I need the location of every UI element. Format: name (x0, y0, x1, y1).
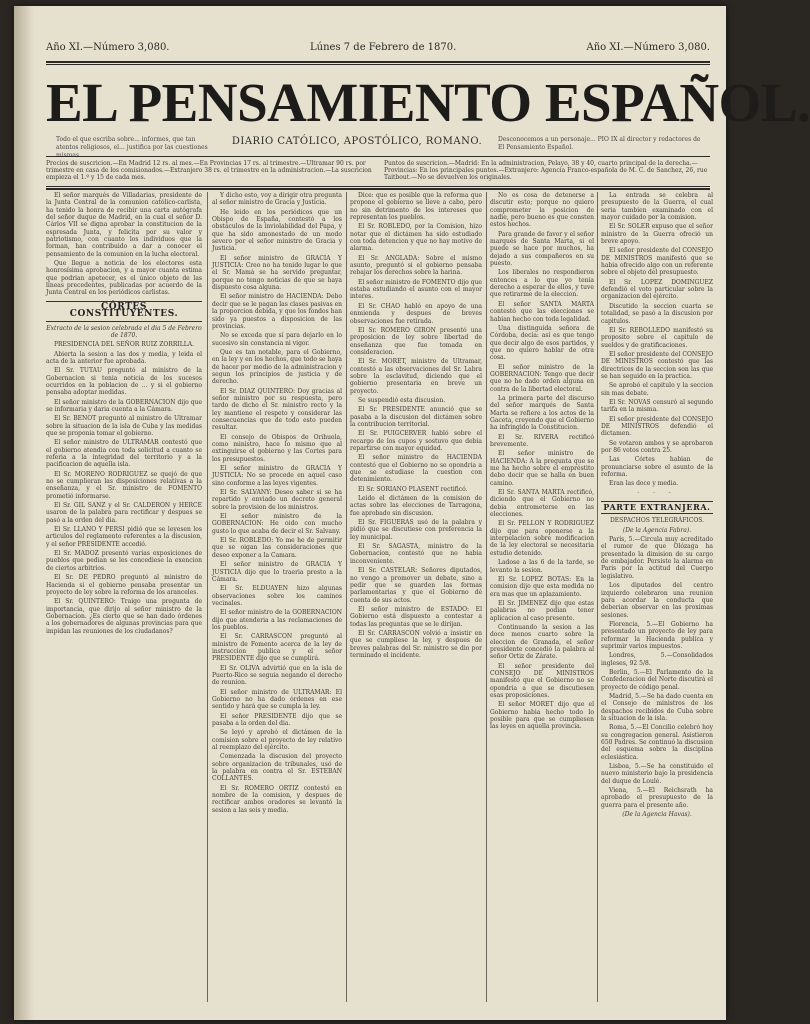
article-paragraph: El Sr. CASTELAR: Señores diputados, no vengo a promover un debate, sino a pedir que se guarden las formas parlamentarias y que el Gobierno dé cuenta de sus actos. (350, 567, 482, 604)
article-paragraph: Viena, 5.—El Reichsrath ha aprobado el presupuesto de la guerra para el presente año. (601, 787, 713, 809)
article-paragraph: El Sr. MORET, ministro de Ultramar, contestó a las observaciones del Sr. Labra sobre la esclavitud, diciendo que el gobierno presentaria en breve un proyecto. (350, 358, 482, 395)
terms-left: Precios de suscricion.—En Madrid 12 rs. al mes.—En Provincias 17 rs. al trimestre.—Ultramar 90 rs. por trimestre en casa de los comisionados.—Extranjero 38 rs. el trimestre en la administracion.—La suscricion empieza el 1.º y 15 de cada mes. (46, 160, 372, 182)
dateline (46, 42, 710, 56)
article-paragraph: El Sr. REBOLLEDO manifestó su proposito sobre el capitulo de sueldos y de gratificaciones. (601, 326, 713, 349)
article-paragraph: El Sr. PUIGCERVER habló sobre el recargo de los cupos y sostuvo que debia repartirse con mayor equidad. (350, 430, 482, 452)
article-paragraph: El señor ministro de HACIENDA: Debo decir que se le pagan las clases pasivas en la proporcion debida, y que los fondos han sido ya puestos a disposicion de las provincias. (212, 293, 342, 330)
article-paragraph: He leido en los periódicos que un Obispo de España, contestó a los obstáculos de la inviolabilidad del Papa, y que ha sido amonestado de un modo severo por el señor ministro de Gracia y Justicia. (212, 208, 342, 253)
masthead-left-note: Todo el que escriba sobre... informes, que tan atentos religiosos, el... justifica por las cuestiones (56, 136, 208, 151)
article-paragraph: El señor ministro de GRACIA Y JUSTICIA: No se procede en aquel caso sino conforme a las leyes vigentes. (212, 465, 342, 487)
article-paragraph: El Sr. QUINTERO: Traigo una pregunta de importancia, que dirijo al señor ministro de la Gobernacion. ¿Es cierto que se han dado órdenes a los gobernadores de algunas provincias para que impidan las reuniones de los ciudadanos? (46, 598, 202, 635)
article-paragraph: El señor ministro de la GOBERNACION: Tengo que decir que no he dado orden alguna en contra de la libertad electoral. (490, 363, 594, 393)
rule-top-thin (46, 64, 710, 65)
newspaper-page (14, 6, 810, 1020)
article-paragraph: Leido el dictámen de la comision de actas sobre las elecciones de Tarragona, fue aprobado sin discusion. (350, 495, 482, 517)
column-2-body (212, 192, 342, 814)
article-paragraph: El señor presidente del CONSEJO DE MINISTROS manifestó que se habia ofrecido algo con un referente sobre el objeto del presupuesto. (601, 247, 713, 277)
column-2 (212, 192, 342, 1004)
article-paragraph: París, 5.—Circula muy acreditado el rumor de que Olózaga ha presentado la dimision de su cargo de embajador. Persiste la alarma en Paris por la actitud del Cuerpo legislativo. (601, 536, 713, 580)
article-paragraph: El Sr. CARRASCON preguntó al ministro de Fomento acerca de la ley de instruccion publica y el señor PRESIDENTE dijo que se cumplirá. (212, 633, 342, 663)
article-paragraph: El señor ministro de GRACIA Y JUSTICIA: Creo no ha tenido lugar lo que el Sr. Mamá se ha servido preguntar, porque no tengo noticias de que se haya dispuesto cosa alguna. (212, 254, 342, 292)
article-paragraph: El Sr. LOPEZ DOMINGUEZ defendió el voto particular sobre la organizacion del ejército. (601, 278, 713, 301)
rule-terms-top (46, 156, 710, 157)
article-paragraph: El Sr. JIMENEZ dijo que estas palabras no podian tener aplicacion al caso presente. (490, 599, 594, 622)
article-paragraph: Madrid, 5.—Se ha dado cuenta en el Consejo de ministros de los despachos recibidos de Cuba sobre la situacion de la isla. (601, 692, 713, 722)
article-paragraph: Florencia, 5.—El Gobierno ha presentado un proyecto de ley para reformar la Hacienda publica y suprimir varios impuestos. (601, 620, 713, 650)
article-paragraph: El señor ministro de ULTRAMAR contestó que el gobierno atendia con toda solicitud a cuanto se referia a la integridad del territorio y a la pacificacion de aquella isla. (46, 439, 202, 469)
article-paragraph: Se votaron ambos y se aprobaron por 86 votos contra 25. (601, 439, 713, 454)
column-5-foreign-news (601, 536, 713, 809)
article-paragraph: El Sr. ANGLADA: Sobre el mismo asunto, preguntó si el gobierno pensaba rebajar los derechos sobre la harina. (350, 254, 482, 277)
column-5 (601, 192, 713, 1004)
article-paragraph: El Sr. MORENO RODRIGUEZ se quejó de que no se cumplieran las disposiciones relativas a la enseñanza, y el Sr. ministro de FOMENTO prometió informarse. (46, 470, 202, 500)
article-paragraph: PRESIDENCIA DEL SEÑOR RUIZ ZORRILLA. (54, 341, 194, 349)
terms-right: Puntos de suscricion.—Madrid: En la administracion, Pelayo, 38 y 40, cuarto principal de la derecha.—Provincias: En los principales puntos.—Extranjero: Agencia Franco-española de M. C. de Sanchez, 26, rue Taitbout.—No se devuelven los originales. (384, 160, 708, 182)
article-paragraph: El señor ministro de ESTADO: El Gobierno está dispuesto a contestar a todas las preguntas que se le dirijan. (350, 605, 482, 628)
masthead-right-note: Desconocemos a un personaje... PIO IX al director y redactores de El Pensamiento Español. (498, 136, 701, 151)
article-paragraph: Dice: que es posible que la reforma que propone el gobierno se lleve a cabo, pero no sin detrimento de los intereses que representan los pueblos. (350, 192, 482, 222)
column-divider-1 (207, 192, 208, 1002)
article-paragraph: Eran las doce y media. (609, 480, 679, 488)
article-paragraph: El señor ministro de la GOBERNACION: He oido con mucho gusto lo que acaba de decir el Sr. Salvany. (212, 513, 342, 535)
article-paragraph: Se suspendió esta discusion. (358, 396, 446, 404)
cortes-subheading: Extracto de la sesion celebrada el dia 5 de Febrero de 1870. (46, 324, 202, 339)
article-paragraph: Que es tan notable, para el Gobierno, en la ley y en los hechos, que todo se haya de hacer por medio de la administracion y segun los principios de justicia y de derecho. (212, 348, 342, 386)
article-paragraph: El Sr. LOPEZ BOTAS: En la comision dijo que esta medida no era mas que un aplazamiento. (490, 575, 594, 598)
article-paragraph: El señor presidente del CONSEJO DE MINISTROS manifestó que el Gobierno no se opondria a que se discutiesen esas proposiciones. (490, 662, 594, 699)
article-paragraph: El Sr. ROBLEDO: Yo me he de permitir que se oigan las consideraciones que deseo exponer a la Camara. (212, 537, 342, 559)
article-paragraph: Discutido la seccion cuarta se totalidad, se pasó a la discusion por capitulos. (601, 302, 713, 325)
article-paragraph: El señor presidente del CONSEJO DE MINISTROS contestó que las directrices de la seccion son las que se han seguido en la practica. (601, 350, 713, 380)
article-paragraph: El consejo de Obispos de Orihuela, como ministro, hace lo mismo que al extinguirse el gobierno y las Cortes para los presupuestos. (212, 433, 342, 463)
masthead-title: EL PENSAMIENTO ESPAÑOL. (46, 72, 810, 133)
column-3-body (350, 192, 482, 659)
article-paragraph: El Sr. SAGASTA, ministro de la Gobernacion, contestó que no habia inconveniente. (350, 543, 482, 565)
article-paragraph: El señor ministro de GRACIA Y JUSTICIA dijo que lo traeria presto a la Cámara. (212, 561, 342, 583)
article-paragraph: Se aprobó el capitulo y la seccion sin mas debate. (601, 382, 713, 397)
article-paragraph: El Sr. MADOZ presentó varias exposiciones de pueblos que pedian se les concediese la exencion de ciertos arbitrios. (46, 550, 202, 572)
article-paragraph: Los liberales no respondieron entonces a lo que yo tenia derecho a esperar de ellos, y tuve que retirarme de la eleccion. (490, 269, 594, 299)
column-divider-4 (597, 192, 598, 1002)
masthead-subtitle: DIARIO CATÓLICO, APOSTÓLICO, ROMANO. (231, 136, 483, 147)
article-paragraph: El señor ministro de HACIENDA: A la pregunta que se me ha hecho sobre el empréstito debo decir que se halla en buen camino. (490, 450, 594, 487)
article-paragraph: Ladose a las 6 de la tarde, se levanto la sesion. (490, 559, 594, 574)
issue-date: Lúnes 7 de Febrero de 1870. (310, 42, 457, 53)
article-paragraph: Comenzada la discusion del proyecto sobre organizacion de tribunales, usó de la palabra en contra el Sr. ESTEBAN COLLANTES. (212, 753, 342, 783)
column-1-intro (46, 192, 202, 297)
column-3 (350, 192, 482, 1004)
article-paragraph: Se leyó y aprobó el dictámen de la comision sobre el proyecto de ley relativo al reemplazo del ejército. (212, 729, 342, 752)
article-paragraph: No es cosa de detenerse a discutir esto; porque no quiero comprometer la posicion de nadie, pero bueno es que consten estos hechos. (490, 192, 594, 229)
separator-dots: · · · (637, 489, 677, 497)
agencia-havas-heading: (De la Agencia Havas). (622, 811, 692, 819)
article-paragraph: El Sr. SOLER expuso que el señor ministro de la Guerra ofreció un breve apoyo. (601, 223, 713, 246)
article-paragraph: El señor ministro de la GOBERNACION dijo que se informaria y daria cuenta a la Cámara. (46, 398, 202, 413)
article-paragraph: El señor ministro de HACIENDA contestó que el Gobierno no se opondria a que se estudiase la cuestion con detenimiento. (350, 454, 482, 484)
column-4 (490, 192, 594, 1004)
article-paragraph: El Sr. LLANO Y PERSI pidió que se leyesen los articulos del reglamento referentes a la discusion, y el señor PRESIDENTE accedió. (46, 526, 202, 548)
article-paragraph: El señor ministro de FOMENTO dijo que estaba estudiando el asunto con el mayor interes. (350, 278, 482, 301)
article-paragraph: El señor marqués de Villadarias, presidente de la Junta Central de la comunion católico-carlista, ha tenido la honra de recibir una carta autógrafa del señor duque de Madrid, en la cual el señor D. Cárlos VII se digna aprobar la constitucion de la espresada Junta, y felicita por su valor y patriotismo, con cuanto los individuos que la forman, han contribuido a dar a conocer el pensamiento de la comunion en la lucha electoral. (46, 192, 202, 258)
rule-terms-bottom-thick (46, 188, 710, 190)
article-paragraph: Una distinguida señora de Córdoba, decía: así es que tengo que decir algo de esos partidos, y que no quiero hablar de otra cosa. (490, 324, 594, 362)
article-paragraph: Y dicho esto, voy a dirigir otra pregunta al señor ministro de Gracia y Justicia. (212, 192, 342, 207)
article-paragraph: El Sr. NOVAS censuró al segundo tarifa en la misma. (601, 398, 713, 414)
article-paragraph: No se exceda que sí para dejarlo en lo sucesivo sin constancia ni vigor. (212, 332, 342, 347)
article-paragraph: El Sr. TUTAU preguntó al ministro de la Gobernacion si tenia noticia de los sucesos ocurridos en la poblacion de ... y si el gobierno pensaba adoptar medidas. (46, 367, 202, 397)
article-paragraph: El Sr. SANTA MARTA rectificó, diciendo que el Gobierno no debia entrometerse en las elecciones. (490, 489, 594, 519)
article-paragraph: El Sr. CHAO habló en apoyo de una enmienda y despues de breves observaciones fue retirada. (350, 302, 482, 325)
cortes-heading: CÓRTES CONSTITUYENTES. (46, 301, 202, 322)
article-paragraph: El Sr. GIL SANZ y el Sr. CALDERON y HERCE usaron de la palabra para rectificar y despues se pasó a la orden del dia. (46, 502, 202, 524)
article-paragraph: El Sr. OLIVA advirtió que en la isla de Puerto-Rico se seguia negando el derecho de reunion. (212, 664, 342, 687)
article-paragraph: El señor MORET dijo que el Gobierno habia hecho todo lo posible para que se cumpliesen las leyes en aquella provincia. (490, 701, 594, 731)
article-paragraph: El Sr. FIGUERAS usó de la palabra y pidió que se discutiese con preferencia la ley municipal. (350, 519, 482, 541)
article-paragraph: Berlin, 5.—El Parlamento de la Confederacion del Norte discutirá el proyecto de código penal. (601, 668, 713, 691)
rule-terms-bottom (46, 186, 710, 187)
article-paragraph: El señor presidente del CONSEJO DE MINISTROS defendió el dictamen. (601, 415, 713, 438)
article-paragraph: El Sr. SORIANO PLASENT rectificó. (358, 485, 468, 493)
article-paragraph: El señor SANTA MARTA contestó que las elecciones se habian hecho con toda legalidad. (490, 300, 594, 323)
column-1-body (46, 341, 202, 635)
page-shadow-edge (14, 6, 34, 1020)
extranjera-heading: PARTE EXTRANJERA. (601, 501, 713, 514)
article-paragraph: El Sr. ROMERO ORTIZ contestó en nombre de la comision, y despues de rectificar ambos oradores se levantó la sesion a las seis y media. (212, 784, 342, 814)
article-paragraph: El Sr. ROBLEDO, por la Comision, hizo notar que el dictámen ha sido estudiado con toda detencion y que no hay motivo de alarma. (350, 223, 482, 253)
article-paragraph: El Sr. CARRASCON volvió a insistir en que se cumpliese la ley, y despues de breves palabras del Sr. ministro se dio por terminado el incidente. (350, 629, 482, 659)
article-paragraph: Abierta la sesion a las dos y media, y leida el acta de la anterior fue aprobada. (46, 350, 202, 365)
column-divider-3 (486, 192, 487, 1002)
article-paragraph: El Sr. PRESIDENTE anunció que se pasaba a la discusion del dictámen sobre la contribucion territorial. (350, 406, 482, 428)
column-4-body (490, 192, 594, 731)
article-paragraph: El Sr. PELLON Y RODRIGUEZ dijo que para oponerse a la interpelacion sobre modificacion de la ley electoral se necesitaria estudio detenido. (490, 520, 594, 557)
article-paragraph: El señor ministro de la GOBERNACION dijo que atenderia a las reclamaciones de los pueblos. (212, 609, 342, 631)
article-paragraph: Para grande de favor y el señor marqués de Santa Marta, si el puede se hace por muchos, ha dejado a sus compañeros en su puesto. (490, 230, 594, 268)
article-paragraph: Continuando la sesion a las doce menos cuarto sobre la eleccion de Granada, el señor presidente concedió la palabra al señor Ortiz de Zárate. (490, 623, 594, 661)
agencia-fabra-heading: (De la Agencia Fabra). (622, 526, 692, 534)
rule-top (46, 61, 710, 63)
article-paragraph: El Sr. ROMERO GIRON presentó una proposicion de ley sobre libertad de enseñanza que fue tomada en consideracion. (350, 326, 482, 356)
article-paragraph: Que llegue a noticia de los electores esta honrosísima aprobacion, y a mayor cuanta estima que podrian apetecer, es el único objeto de las líneas precedentes, publicadas por acuerdo de la Junta Central en los periódicos carlistas. (46, 260, 202, 297)
column-1 (46, 192, 202, 1004)
article-paragraph: Las Córtes habian de pronunciarse sobre el asunto de la reforma. (601, 456, 713, 479)
article-paragraph: Los diputados del centro izquierdo celebraron una reunion para acordar la conducta que deberian observar en las proximas sesiones. (601, 582, 713, 619)
article-paragraph: Londres, 5.—Consolidados ingleses, 92 5/8. (601, 652, 713, 667)
issue-number-right: Año XI.—Número 3,080. (586, 42, 710, 53)
article-paragraph: La entrada se celebra al presupuesto de la Guerra, el cual seria tambien examinado con el mayor cuidado por la comision. (601, 192, 713, 222)
article-paragraph: El Sr. SALVANY: Deseo saber si se ha repartido y enviado un decreto general sobre la provision de los ministros. (212, 489, 342, 511)
article-paragraph: El Sr. DE PEDRO preguntó al ministro de Hacienda si el gobierno pensaba presentar un proyecto de ley sobre la reforma de los aranceles. (46, 574, 202, 596)
article-paragraph: Roma, 5.—El Concilio celebró hoy su congregacion general. Asistieron 650 Padres. Se continuó la discusion del esquema sobre la disciplina eclesiástica. (601, 724, 713, 761)
article-paragraph: El Sr. RIVERA rectificó brevemente. (490, 433, 594, 448)
article-paragraph: El señor PRESIDENTE dijo que se pasaba a la orden del dia. (212, 712, 342, 728)
article-paragraph: Lisboa, 5.—Se ha constituido el nuevo ministerio bajo la presidencia del duque de Loulé. (601, 763, 713, 785)
article-paragraph: El Sr. ELDUAYEN hizo algunas observaciones sobre los caminos vecinales. (212, 585, 342, 607)
article-paragraph: El Sr. DIAZ QUINTERO: Doy gracias al señor ministro por su respuesta, pero tardo de dicho el Sr. ministro recto y la ley mantiene el respeto y considerar las consecuencias que de todo esto pueden resultar. (212, 387, 342, 432)
article-paragraph: La primera parte del discurso del señor marqués de Santa Marta se refiere a los actos de la Gaceta, creyendo que el Gobierno ha infringido la Constitucion. (490, 394, 594, 432)
telegraficos-heading: DESPACHOS TELEGRÁFICOS. (609, 517, 705, 525)
column-5-body (601, 192, 713, 488)
column-divider-2 (346, 192, 347, 1002)
article-paragraph: El señor ministro de ULTRAMAR: El Gobierno no ha dado órdenes en ese sentido y hará que se cumpla la ley. (212, 688, 342, 711)
article-paragraph: El Sr. BENOT preguntó al ministro de Ultramar sobre la situacion de la isla de Cuba y las medidas que se proponia tomar el gobierno. (46, 415, 202, 437)
issue-number-left: Año XI.—Número 3,080. (46, 42, 170, 53)
